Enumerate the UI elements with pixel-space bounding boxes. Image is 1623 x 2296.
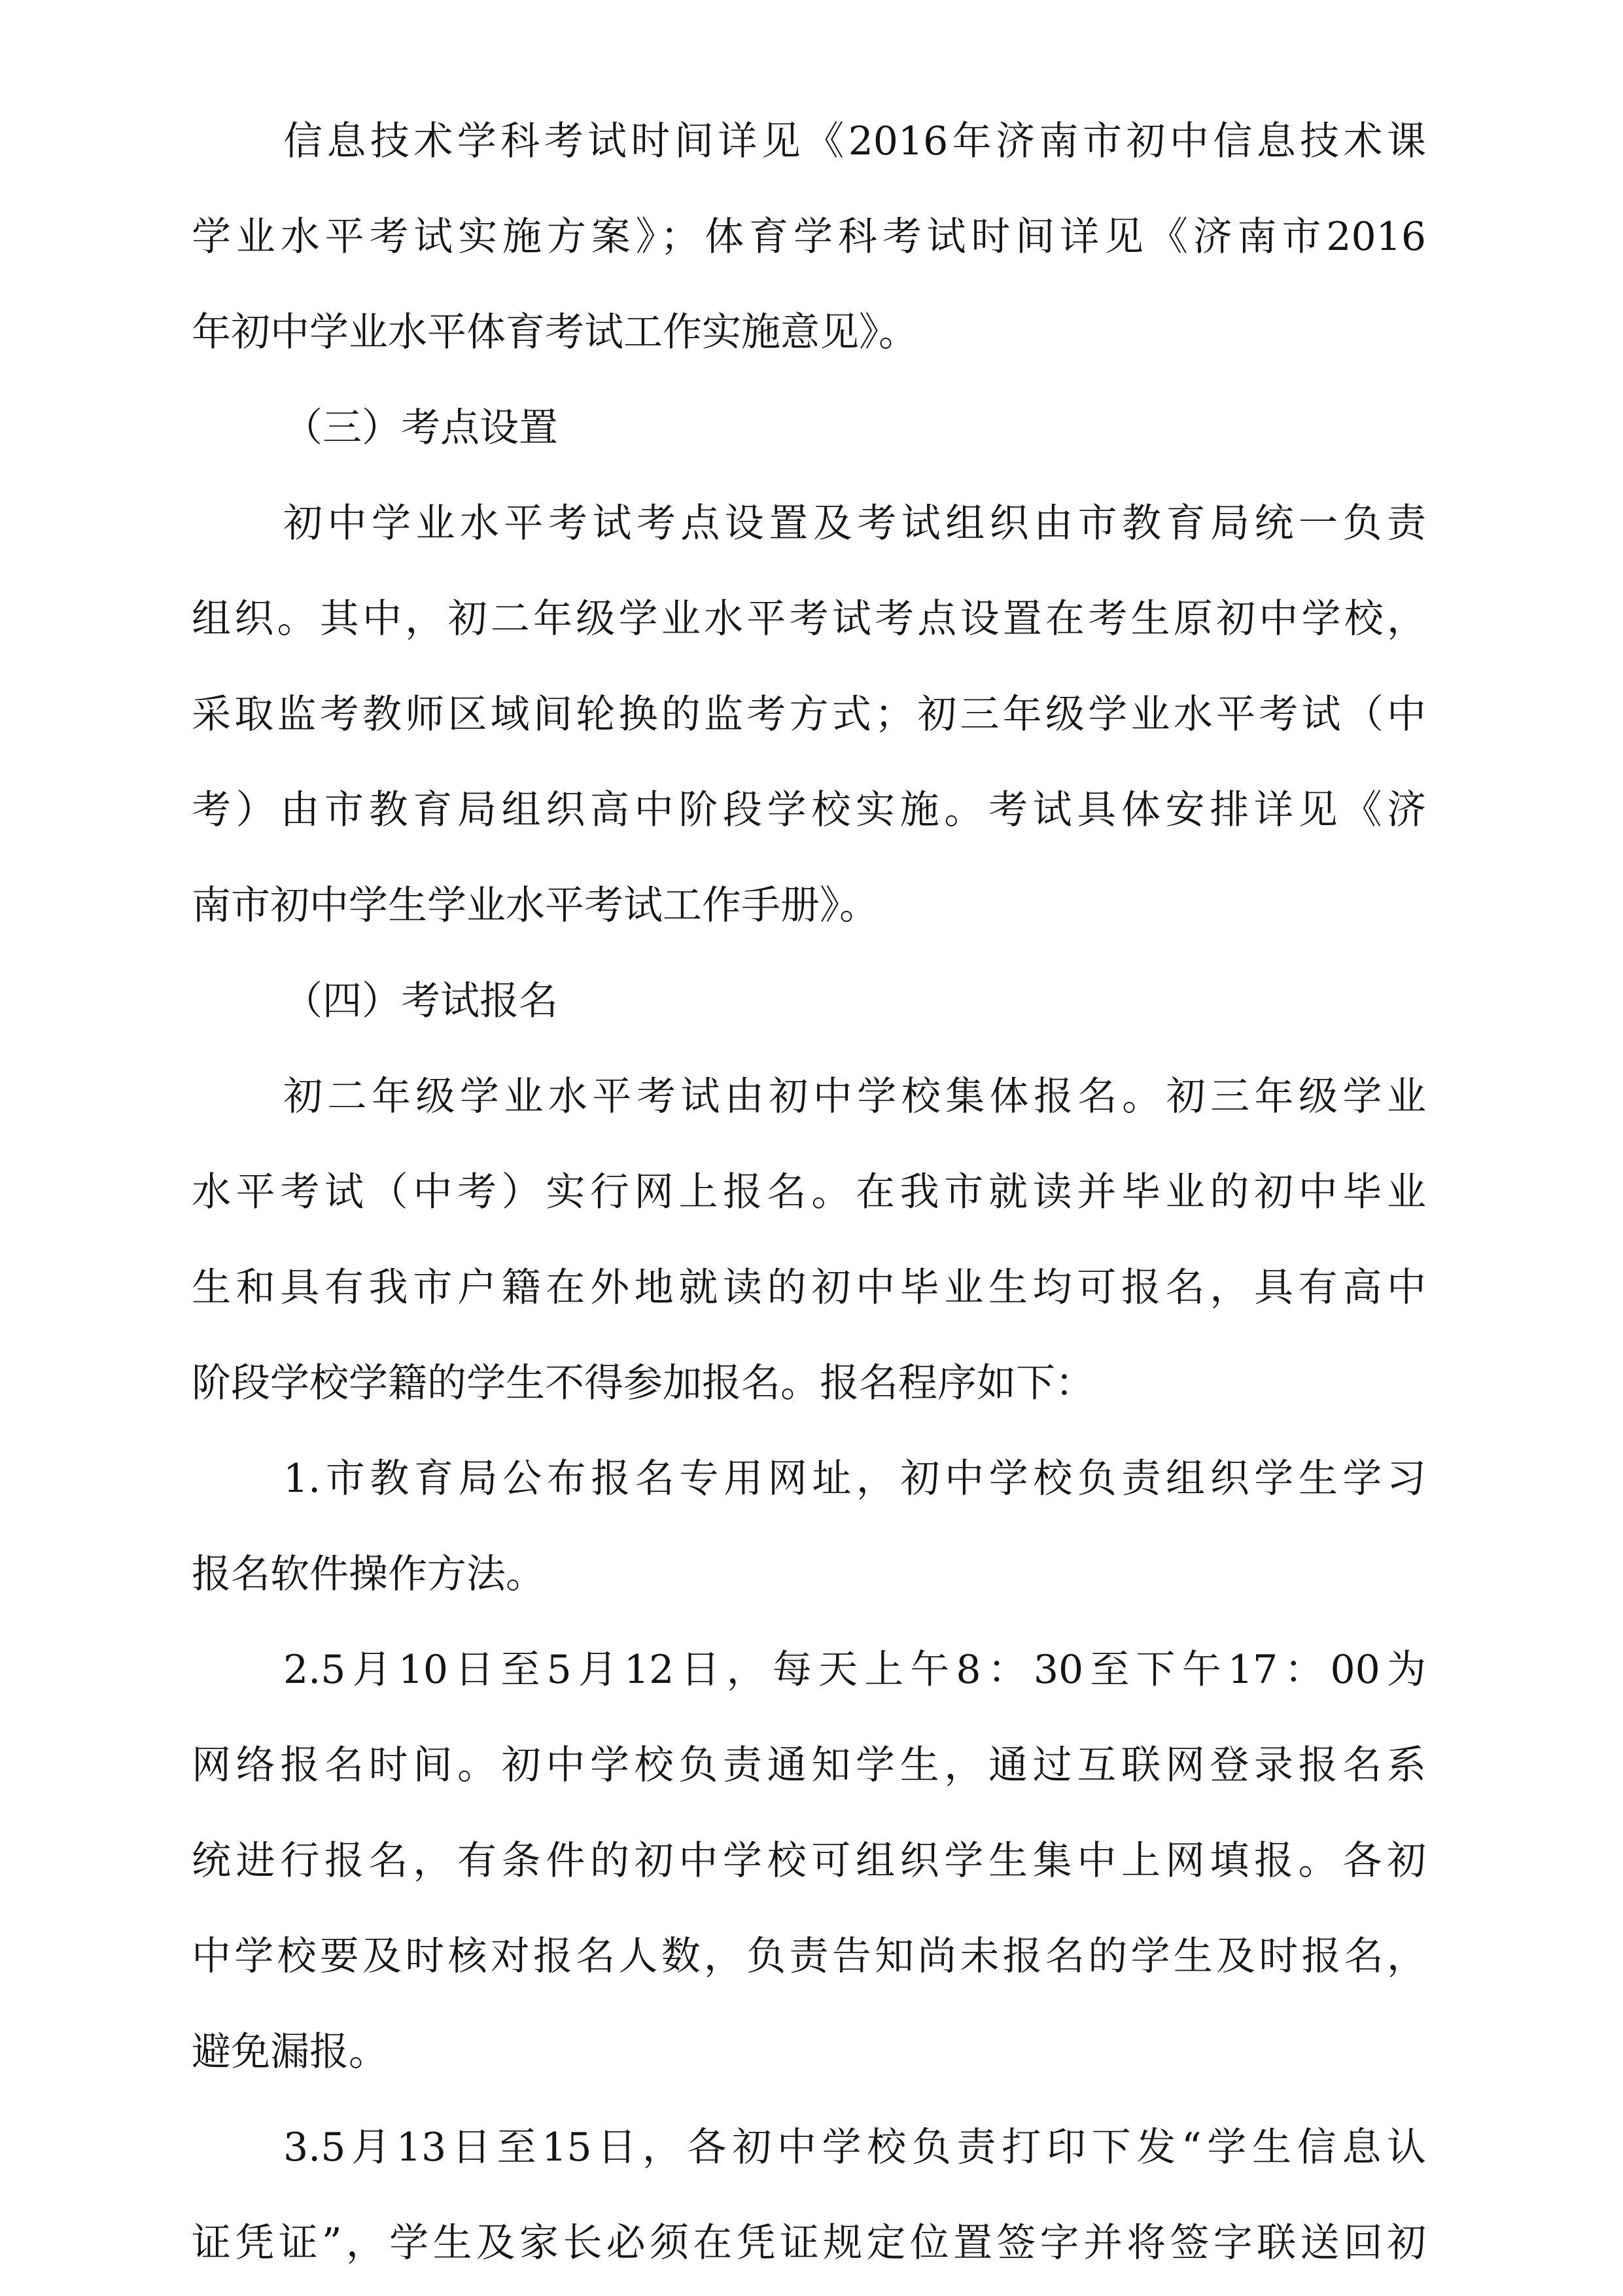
paragraph-exam-sites-line-2: 组织。其中，初二年级学业水平考试考点设置在考生原初中学校，: [192, 596, 1426, 642]
procedure-item-2-line-4: 中学校要及时核对报名人数，负责告知尚未报名的学生及时报名，: [192, 1934, 1426, 1979]
procedure-item-3-line-2: 证凭证”，学生及家长必须在凭证规定位置签字并将签字联送回初: [192, 2220, 1426, 2266]
paragraph-exam-sites-line-5: 南市初中学生学业水平考试工作手册》。: [192, 883, 879, 928]
paragraph-exam-sites-line-3: 采取监考教师区域间轮换的监考方式；初三年级学业水平考试（中: [192, 692, 1426, 737]
procedure-item-2-line-1: 2.5月10日至5月12日，每天上午8：30至下午17：00为: [283, 1647, 1426, 1693]
procedure-item-2-line-3: 统进行报名，有条件的初中学校可组织学生集中上网填报。各初: [192, 1838, 1426, 1884]
paragraph-exam-time-line-2: 学业水平考试实施方案》；体育学科考试时间详见《济南市2016: [192, 214, 1426, 260]
paragraph-exam-sites-line-1: 初中学业水平考试考点设置及考试组织由市教育局统一负责: [283, 501, 1426, 546]
paragraph-registration-line-2: 水平考试（中考）实行网上报名。在我市就读并毕业的初中毕业: [192, 1169, 1426, 1215]
procedure-item-1-line-2: 报名软件操作方法。: [192, 1551, 545, 1597]
paragraph-exam-sites-line-4: 考）由市教育局组织高中阶段学校实施。考试具体安排详见《济: [192, 787, 1426, 833]
procedure-item-1-line-1: 1.市教育局公布报名专用网址，初中学校负责组织学生学习: [283, 1456, 1426, 1502]
procedure-item-3-line-1: 3.5月13日至15日，各初中学校负责打印下发“学生信息认: [283, 2125, 1426, 2170]
procedure-item-2-line-2: 网络报名时间。初中学校负责通知学生，通过互联网登录报名系: [192, 1742, 1426, 1788]
section-heading-exam-sites: （三）考点设置: [283, 405, 558, 451]
paragraph-exam-time-line-1: 信息技术学科考试时间详见《2016年济南市初中信息技术课: [283, 118, 1426, 164]
procedure-item-2-line-5: 避免漏报。: [192, 2029, 388, 2075]
section-heading-registration: （四）考试报名: [283, 978, 558, 1024]
paragraph-registration-line-3: 生和具有我市户籍在外地就读的初中毕业生均可报名，具有高中: [192, 1265, 1426, 1311]
paragraph-exam-time-line-3: 年初中学业水平体育考试工作实施意见》。: [192, 309, 918, 355]
paragraph-registration-line-1: 初二年级学业水平考试由初中学校集体报名。初三年级学业: [283, 1074, 1426, 1120]
paragraph-registration-line-4: 阶段学校学籍的学生不得参加报名。报名程序如下：: [192, 1360, 1094, 1406]
